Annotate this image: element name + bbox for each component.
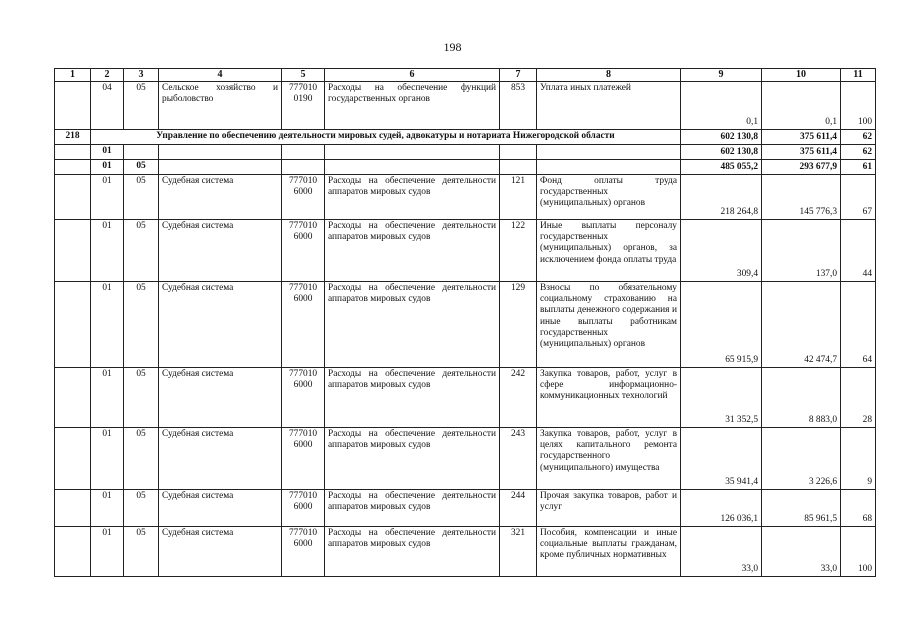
cell-target-article: 777010 6000: [282, 282, 325, 368]
column-header: 11: [841, 69, 876, 82]
cell-department-code: [55, 160, 91, 175]
cell-planned-amount: 485 055,2: [681, 160, 762, 175]
cell-actual-amount: 293 677,9: [762, 160, 841, 175]
cell-subsection: 05: [124, 282, 159, 368]
table-row: [55, 490, 876, 527]
cell-percent: 9: [841, 428, 876, 490]
cell-percent: 61: [841, 160, 876, 175]
table-row: [55, 82, 876, 130]
cell-actual-amount: 3 226,6: [762, 428, 841, 490]
cell-section: 01: [91, 175, 124, 220]
cell-expense-type-name: Прочая закупка товаров, работ и услуг: [537, 490, 681, 527]
department-row: [55, 130, 876, 145]
table-header-row: [55, 69, 876, 82]
cell-percent: 67: [841, 175, 876, 220]
cell-percent: 100: [841, 82, 876, 130]
cell-expense-type: 129: [500, 282, 537, 368]
column-header: 3: [124, 69, 159, 82]
cell-actual-amount: 8 883,0: [762, 368, 841, 428]
cell-department-code: [55, 527, 91, 577]
cell-section-name: Судебная система: [159, 175, 282, 220]
cell-planned-amount: 33,0: [681, 527, 762, 577]
cell-subsection: 05: [124, 368, 159, 428]
cell-subsection: 05: [124, 160, 159, 175]
cell-section: 01: [91, 428, 124, 490]
cell-article-name: Расходы на обеспечение деятельности аппаратов мировых судов: [325, 220, 500, 282]
cell-expense-type: 321: [500, 527, 537, 577]
table-row: [55, 527, 876, 577]
cell-department-code: [55, 82, 91, 130]
cell-article-name: Расходы на обеспечение деятельности аппаратов мировых судов: [325, 175, 500, 220]
cell-target-article: 777010 0190: [282, 82, 325, 130]
cell-actual-amount: 85 961,5: [762, 490, 841, 527]
cell-actual-amount: 137,0: [762, 220, 841, 282]
cell-planned-amount: 31 352,5: [681, 368, 762, 428]
cell-expense-type: [500, 145, 537, 160]
cell-article-name: [325, 160, 500, 175]
column-header: 1: [55, 69, 91, 82]
column-header: 5: [282, 69, 325, 82]
table-row: [55, 428, 876, 490]
cell-planned-amount: 309,4: [681, 220, 762, 282]
cell-planned-amount: 126 036,1: [681, 490, 762, 527]
cell-planned-amount: 602 130,8: [681, 145, 762, 160]
cell-percent: 64: [841, 282, 876, 368]
cell-actual-amount: 375 611,4: [762, 145, 841, 160]
cell-actual-amount: 42 474,7: [762, 282, 841, 368]
cell-department-code: [55, 282, 91, 368]
cell-expense-type: 243: [500, 428, 537, 490]
cell-article-name: [325, 145, 500, 160]
cell-article-name: Расходы на обеспечение функций государственных органов: [325, 82, 500, 130]
cell-department-title: Управление по обеспечению деятельности мировых судей, адвокатуры и нотариата Нижегородской области: [91, 130, 681, 145]
cell-expense-type-name: Закупка товаров, работ, услуг в целях капитального ремонта государственного (муниципального) имущества: [537, 428, 681, 490]
section-total-row: [55, 145, 876, 160]
cell-expense-type-name: Уплата иных платежей: [537, 82, 681, 130]
cell-section-name: Судебная система: [159, 282, 282, 368]
cell-section: 01: [91, 490, 124, 527]
cell-expense-type-name: Пособия, компенсации и иные социальные выплаты гражданам, кроме публичных нормативных: [537, 527, 681, 577]
cell-expense-type-name: Фонд оплаты труда государственных (муниципальных) органов: [537, 175, 681, 220]
cell-department-code: 218: [55, 130, 91, 145]
cell-article-name: Расходы на обеспечение деятельности аппаратов мировых судов: [325, 368, 500, 428]
cell-actual-amount: 375 611,4: [762, 130, 841, 145]
column-header: 10: [762, 69, 841, 82]
cell-expense-type-name: Взносы по обязательному социальному страхованию на выплаты денежного содержания и иные выплаты работникам государственных (муниципальных) органов: [537, 282, 681, 368]
cell-subsection: 05: [124, 82, 159, 130]
cell-planned-amount: 65 915,9: [681, 282, 762, 368]
table-row: [55, 282, 876, 368]
cell-section: 01: [91, 527, 124, 577]
cell-section-name: Судебная система: [159, 527, 282, 577]
cell-target-article: 777010 6000: [282, 428, 325, 490]
cell-target-article: [282, 160, 325, 175]
cell-expense-type: 244: [500, 490, 537, 527]
cell-planned-amount: 602 130,8: [681, 130, 762, 145]
cell-department-code: [55, 175, 91, 220]
cell-actual-amount: 145 776,3: [762, 175, 841, 220]
cell-subsection: 05: [124, 220, 159, 282]
column-header: 6: [325, 69, 500, 82]
cell-percent: 68: [841, 490, 876, 527]
cell-article-name: Расходы на обеспечение деятельности аппаратов мировых судов: [325, 490, 500, 527]
cell-section-name: Сельское хозяйство и рыболовство: [159, 82, 282, 130]
cell-department-code: [55, 145, 91, 160]
cell-section-name: Судебная система: [159, 490, 282, 527]
cell-section-name: Судебная система: [159, 220, 282, 282]
cell-percent: 28: [841, 368, 876, 428]
cell-department-code: [55, 428, 91, 490]
cell-expense-type-name: [537, 145, 681, 160]
column-header: 2: [91, 69, 124, 82]
cell-expense-type: 121: [500, 175, 537, 220]
cell-actual-amount: 33,0: [762, 527, 841, 577]
column-header: 4: [159, 69, 282, 82]
cell-article-name: Расходы на обеспечение деятельности аппаратов мировых судов: [325, 282, 500, 368]
cell-section: 01: [91, 282, 124, 368]
cell-section-name: [159, 160, 282, 175]
cell-target-article: [282, 145, 325, 160]
cell-section: 01: [91, 160, 124, 175]
cell-section-name: Судебная система: [159, 368, 282, 428]
cell-subsection: [124, 145, 159, 160]
column-header: 7: [500, 69, 537, 82]
cell-section: 01: [91, 368, 124, 428]
cell-section: 04: [91, 82, 124, 130]
cell-expense-type: 122: [500, 220, 537, 282]
cell-target-article: 777010 6000: [282, 220, 325, 282]
cell-actual-amount: 0,1: [762, 82, 841, 130]
column-header: 8: [537, 69, 681, 82]
cell-percent: 44: [841, 220, 876, 282]
table-row: [55, 220, 876, 282]
cell-section-name: [159, 145, 282, 160]
budget-table: [54, 68, 876, 577]
cell-expense-type-name: Иные выплаты персоналу государственных (муниципальных) органов, за исключением фонда оплаты труда: [537, 220, 681, 282]
cell-percent: 100: [841, 527, 876, 577]
cell-section-name: Судебная система: [159, 428, 282, 490]
page-number: 198: [443, 40, 462, 54]
column-header: 9: [681, 69, 762, 82]
subsection-total-row: [55, 160, 876, 175]
cell-expense-type-name: Закупка товаров, работ, услуг в сфере информационно-коммуникационных технологий: [537, 368, 681, 428]
cell-percent: 62: [841, 130, 876, 145]
cell-section: 01: [91, 145, 124, 160]
cell-expense-type: 242: [500, 368, 537, 428]
cell-section: 01: [91, 220, 124, 282]
cell-target-article: 777010 6000: [282, 175, 325, 220]
cell-subsection: 05: [124, 490, 159, 527]
table-row: [55, 368, 876, 428]
cell-planned-amount: 218 264,8: [681, 175, 762, 220]
cell-expense-type: 853: [500, 82, 537, 130]
cell-article-name: Расходы на обеспечение деятельности аппаратов мировых судов: [325, 428, 500, 490]
cell-subsection: 05: [124, 428, 159, 490]
cell-target-article: 777010 6000: [282, 527, 325, 577]
cell-subsection: 05: [124, 175, 159, 220]
cell-expense-type: [500, 160, 537, 175]
table-row: [55, 175, 876, 220]
cell-department-code: [55, 368, 91, 428]
cell-subsection: 05: [124, 527, 159, 577]
cell-department-code: [55, 220, 91, 282]
cell-target-article: 777010 6000: [282, 368, 325, 428]
cell-department-code: [55, 490, 91, 527]
cell-expense-type-name: [537, 160, 681, 175]
cell-target-article: 777010 6000: [282, 490, 325, 527]
cell-planned-amount: 0,1: [681, 82, 762, 130]
cell-article-name: Расходы на обеспечение деятельности аппаратов мировых судов: [325, 527, 500, 577]
cell-percent: 62: [841, 145, 876, 160]
cell-planned-amount: 35 941,4: [681, 428, 762, 490]
